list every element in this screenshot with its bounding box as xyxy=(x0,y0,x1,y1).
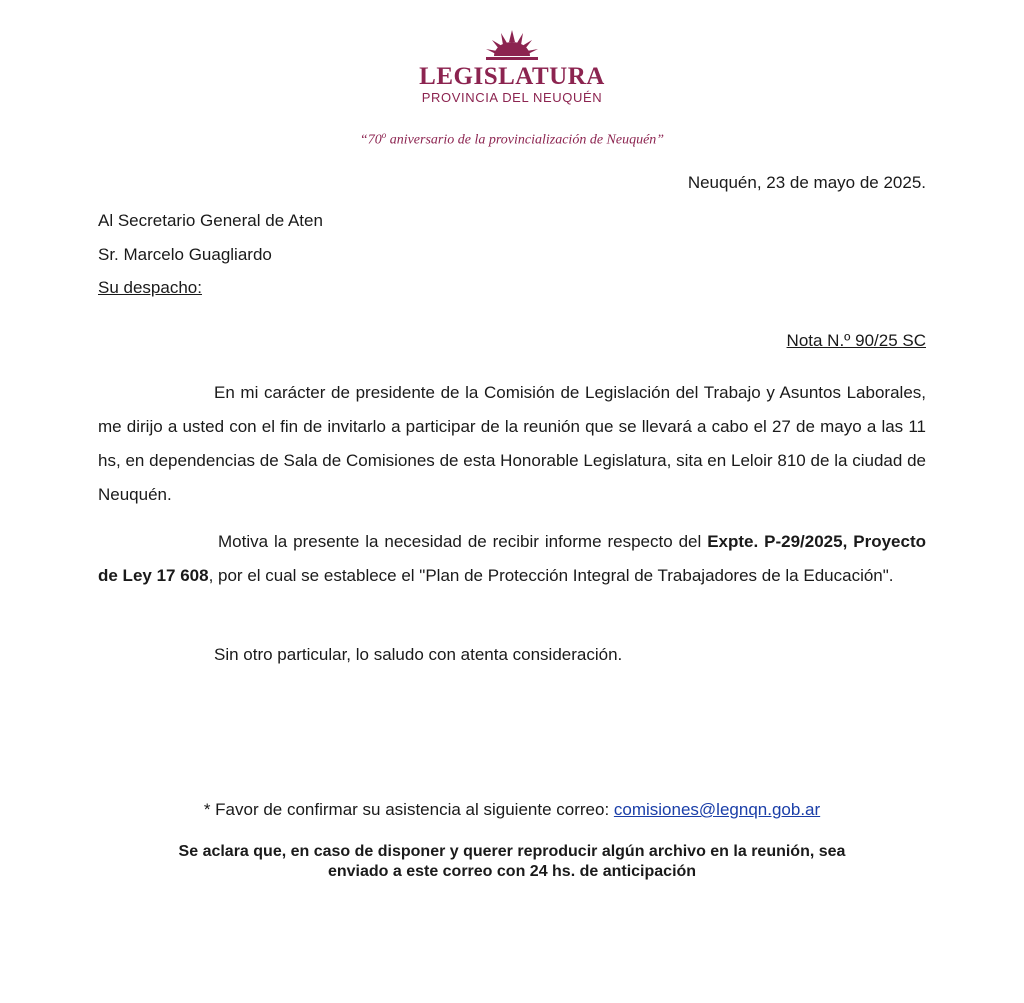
anniversary-motto xyxy=(0,130,1024,149)
note-reference: Nota N.º 90/25 SC xyxy=(786,331,926,350)
motto-rest: aniversario de la provincialización de Neuquén” xyxy=(386,132,665,148)
email-link[interactable]: comisiones@legnqn.gob.ar xyxy=(613,800,821,819)
clarification-line-2: enviado a este correo con 24 hs. de anticipación xyxy=(327,863,697,880)
legislature-logo xyxy=(0,28,1024,105)
body-paragraph-1: En mi carácter de presidente de la Comisión de Legislación del Trabajo y Asuntos Laborales, me dirijo a usted con el fin de invitarlo a participar de la reunión que se llevará a cabo el 27 de mayo a las 11 hs, en dependencias de Sala de Comisiones de esta Honorable Legislatura, sita en Leloir 810 de la ciudad de Neuquén. xyxy=(98,383,926,504)
closing-line: Sin otro particular, lo saludo con atenta consideración. xyxy=(214,645,623,664)
recipient-line-2: Sr. Marcelo Guagliardo xyxy=(98,245,272,264)
confirm-attendance xyxy=(0,800,1024,820)
confirm-text: * Favor de confirmar su asistencia al siguiente correo: xyxy=(203,800,614,819)
recipient-line-1: Al Secretario General de Aten xyxy=(98,211,323,230)
paragraph-2-bold: Expte. P-29/2025, Proyecto de Ley 17 608 xyxy=(98,532,926,585)
paragraph-2-end: , por el cual se establece el "Plan de Protección Integral de Trabajadores de la Educación". xyxy=(208,566,894,585)
paragraph-2-start: Motiva la presente la necesidad de recibir informe respecto del xyxy=(218,532,708,551)
clarification-note xyxy=(112,842,912,882)
motto-prefix: “70 xyxy=(359,132,382,148)
clarification-line-1: Se aclara que, en caso de disponer y querer reproducir algún archivo en la reunión, sea xyxy=(178,843,846,860)
body-paragraph-2 xyxy=(98,525,926,593)
letter-date: Neuquén, 23 de mayo de 2025. xyxy=(687,173,926,192)
logo-title: LEGISLATURA xyxy=(419,63,605,90)
recipient-line-3: Su despacho: xyxy=(98,278,202,297)
sun-emblem-icon xyxy=(482,28,542,62)
motto-superscript: o xyxy=(381,130,387,140)
logo-subtitle: PROVINCIA DEL NEUQUÉN xyxy=(421,90,603,105)
